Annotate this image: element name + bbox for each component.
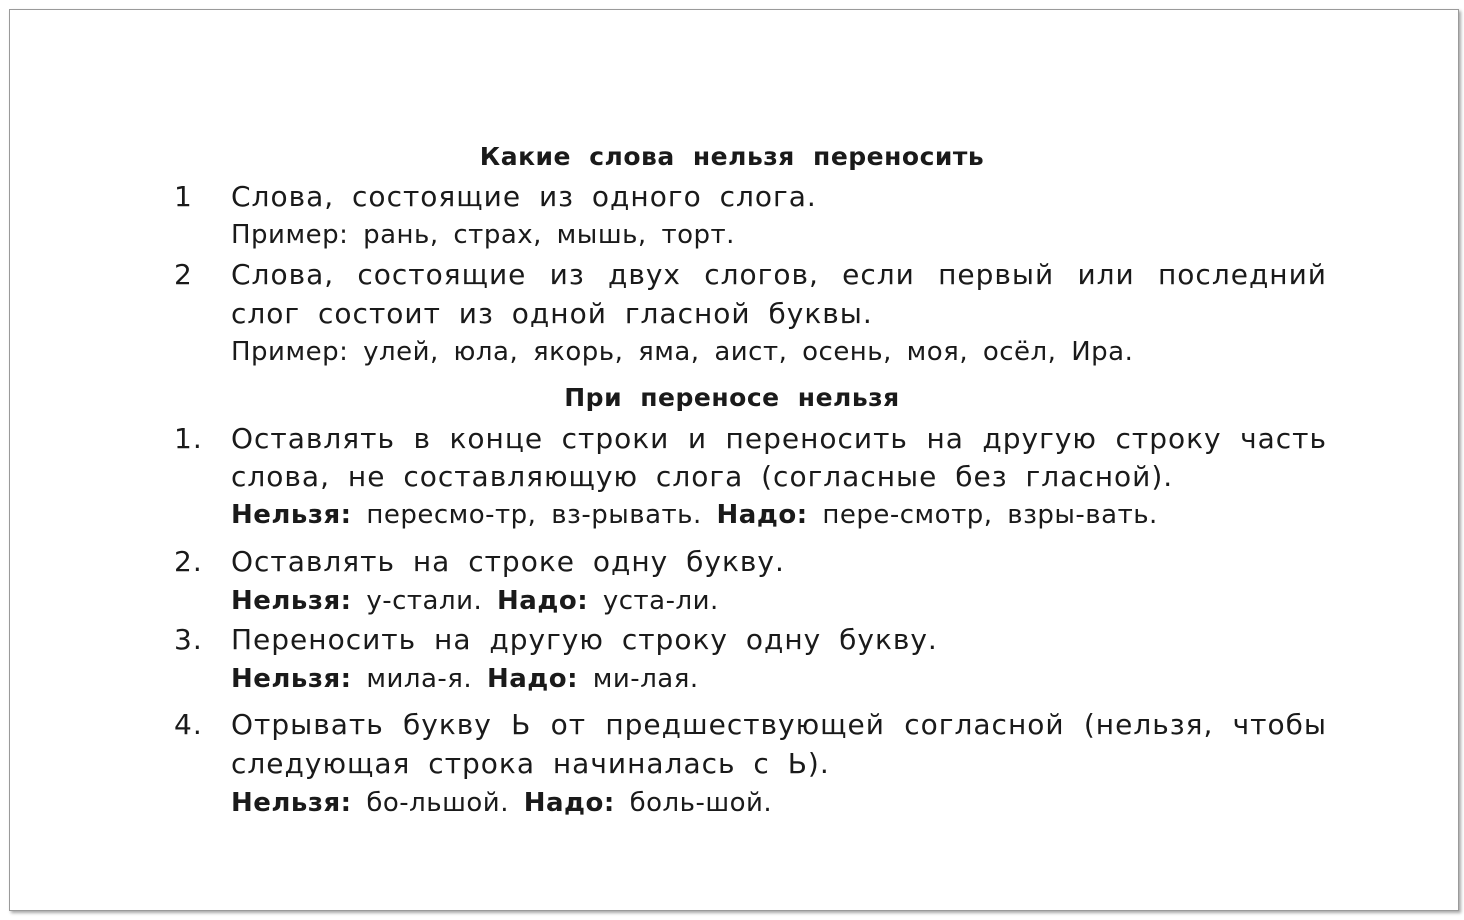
section2-item2-number: 2. [174,545,203,578]
section2-item2-text: Оставлять на строке одну букву. [231,545,785,578]
section2-item1-text-line2: слова, не составляющую слога (согласные без гласной). [231,460,1174,493]
bad-label: Нельзя: [231,664,352,694]
section2-item4-text-line1: Отрывать букву Ь от предшествующей согласной (нельзя, чтобы [231,708,1327,741]
section1-item1-text: Слова, состоящие из одного слога. [231,180,817,213]
section2-item2-example [231,586,719,616]
bad-label: Нельзя: [231,788,352,818]
section2-item3-text: Переносить на другую строку одну букву. [231,623,938,656]
section2-title: При переносе нельзя [564,383,900,412]
bad-example: бо-льшой. [366,788,509,818]
good-example: уста-ли. [602,586,719,616]
good-example: боль-шой. [629,788,773,818]
example-label: Пример: [231,337,349,367]
example-words: улей, юла, якорь, яма, аист, осень, моя, осёл, Ира. [363,337,1134,367]
section1-item2-example [231,337,1133,367]
section2-item1-text-line1: Оставлять в конце строки и переносить на другую строку часть [231,422,1327,455]
section2-item4-example [231,788,772,818]
example-words: рань, страх, мышь, торт. [363,220,735,250]
section2-item3-example [231,664,699,694]
good-label: Надо: [716,500,808,530]
section1-title: Какие слова нельзя переносить [479,142,985,171]
bad-example: мила-я. [366,664,473,694]
good-label: Надо: [486,664,579,694]
bad-label: Нельзя: [231,500,352,530]
bad-example: пересмо-тр, вз-рывать. [366,500,702,530]
good-label: Надо: [523,788,615,818]
section1-item1-number: 1 [174,180,193,213]
good-example: пере-смотр, взры-вать. [822,500,1158,530]
section2-item1-number: 1. [174,422,203,455]
section1-item2-text-line2: слог состоит из одной гласной буквы. [231,297,873,330]
good-example: ми-лая. [592,664,699,694]
section1-item2-number: 2 [174,258,193,291]
section2-item3-number: 3. [174,623,203,656]
bad-label: Нельзя: [231,586,352,616]
section1-item2-text-line1: Слова, состоящие из двух слогов, если первый или последний [231,258,1327,291]
good-label: Надо: [497,586,589,616]
bad-example: у-стали. [366,586,483,616]
section2-item1-example [231,500,1158,530]
example-label: Пример: [231,220,349,250]
section2-item4-number: 4. [174,708,203,741]
section1-item1-example [231,220,735,250]
section2-item4-text-line2: следующая строка начиналась с Ь). [231,747,830,780]
